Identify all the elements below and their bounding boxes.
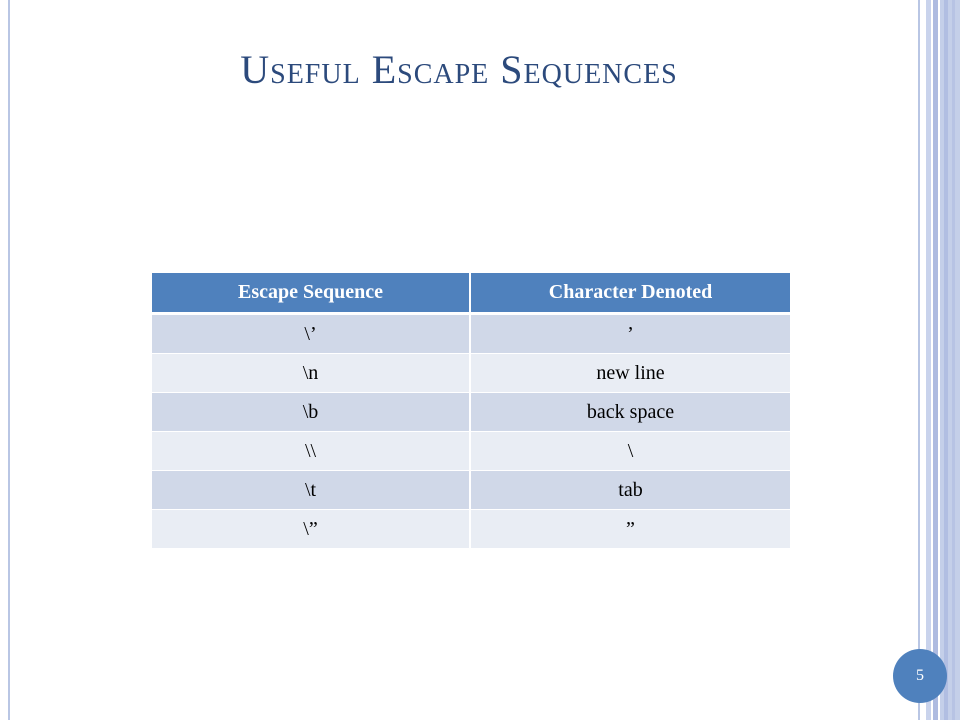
right-decor-stripe	[918, 0, 920, 720]
table-header-row	[152, 273, 790, 314]
escape-sequence-cell: \b	[152, 393, 470, 432]
header-escape-sequence: Escape Sequence	[152, 273, 470, 314]
character-denoted-cell: back space	[470, 393, 790, 432]
header-character-denoted: Character Denoted	[470, 273, 790, 314]
page-number-badge	[893, 649, 947, 703]
character-denoted-cell: new line	[470, 354, 790, 393]
page-number: 5	[916, 667, 924, 684]
right-decor-stripe	[933, 0, 938, 720]
table-row	[152, 510, 790, 549]
escape-sequence-cell: \”	[152, 510, 470, 549]
left-border-line	[8, 0, 10, 720]
right-decor-stripe	[940, 0, 960, 720]
escape-sequence-cell: \’	[152, 314, 470, 354]
table-row	[152, 432, 790, 471]
right-decor-stripe	[926, 0, 931, 720]
character-denoted-cell: tab	[470, 471, 790, 510]
table-row	[152, 314, 790, 354]
escape-sequence-cell: \t	[152, 471, 470, 510]
right-decor-stripe	[952, 0, 955, 720]
slide-title: Useful Escape Sequences	[240, 47, 678, 92]
character-denoted-cell: \	[470, 432, 790, 471]
escape-sequence-cell: \n	[152, 354, 470, 393]
table-row	[152, 393, 790, 432]
character-denoted-cell: ”	[470, 510, 790, 549]
table-row	[152, 471, 790, 510]
escape-sequence-table	[152, 273, 790, 549]
character-denoted-cell: ’	[470, 314, 790, 354]
escape-sequence-cell: \\	[152, 432, 470, 471]
right-decor-stripe	[944, 0, 948, 720]
table-row	[152, 354, 790, 393]
